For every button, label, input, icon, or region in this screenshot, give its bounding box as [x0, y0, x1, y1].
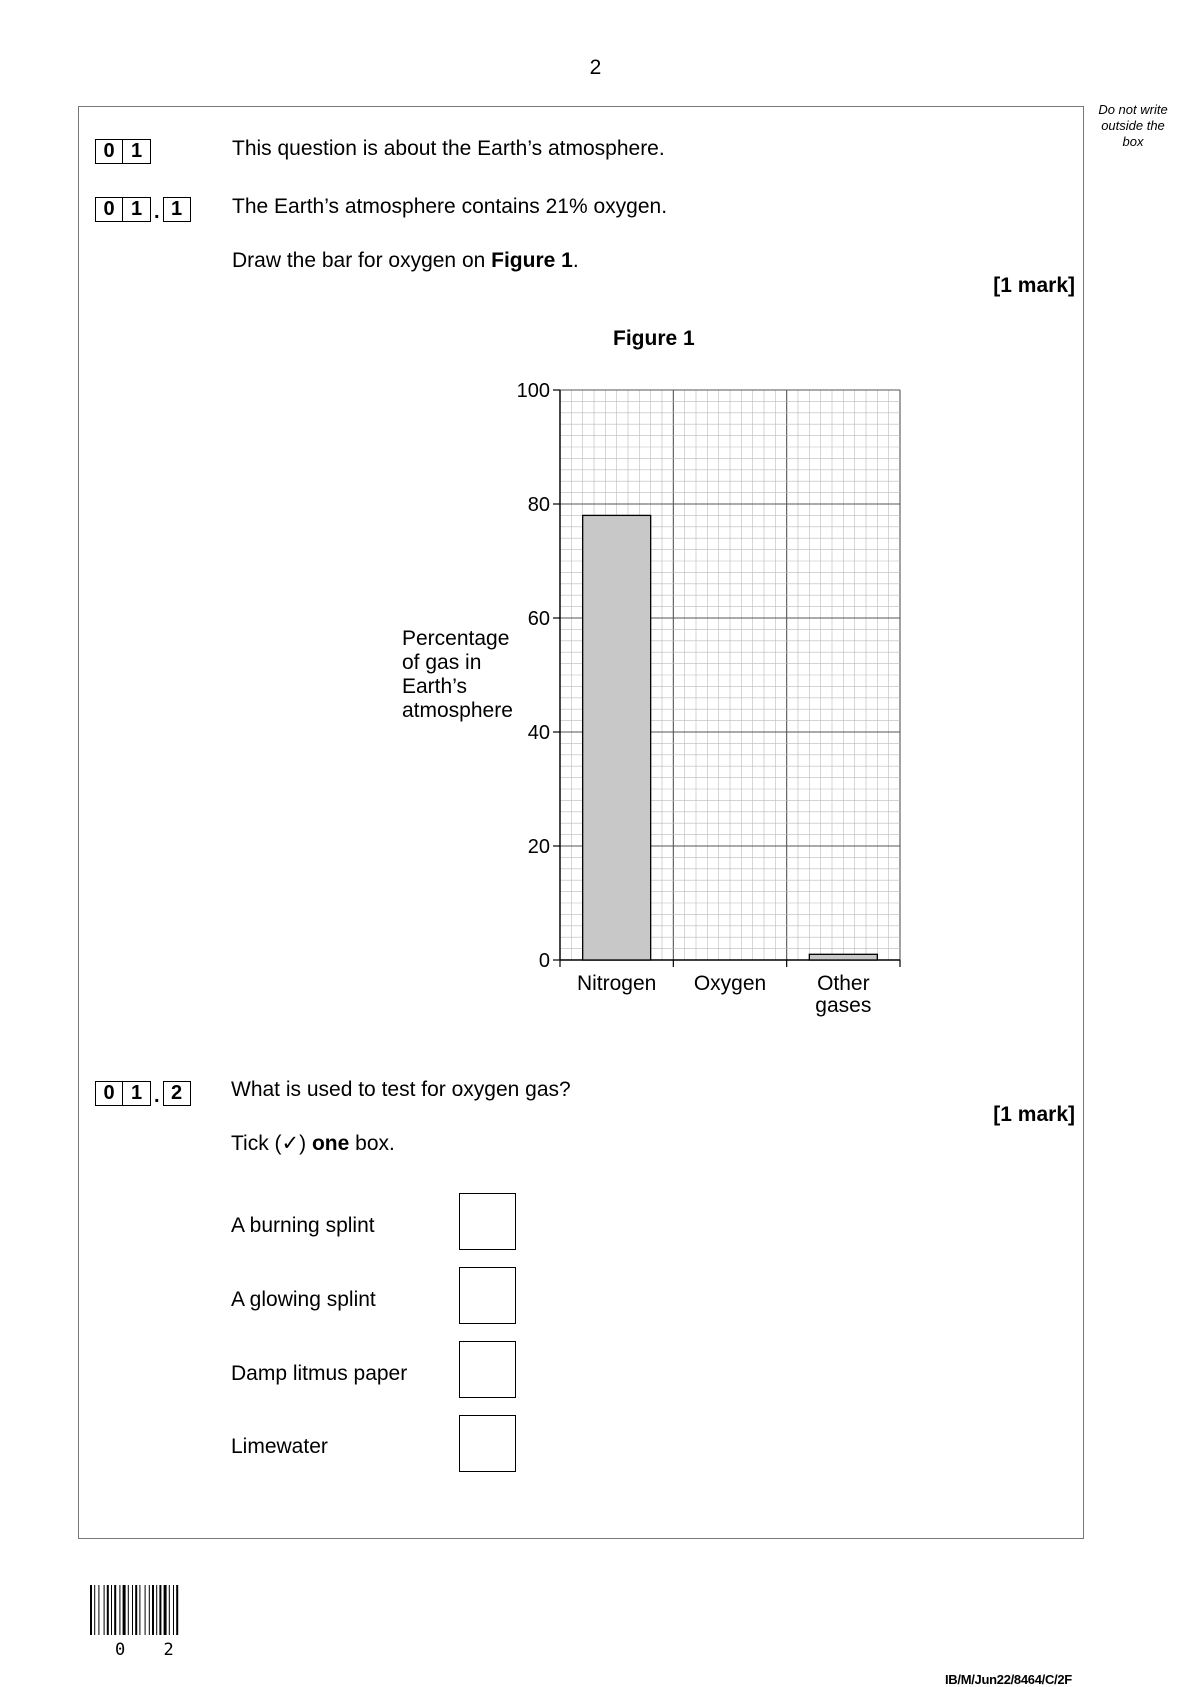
- tick-instruction-bold: one: [311, 1132, 350, 1155]
- qnum-digit: 2: [163, 1081, 191, 1106]
- y-axis-label-line: of gas in: [402, 651, 482, 674]
- barcode-bar: [152, 1585, 154, 1635]
- instruction-end: .: [572, 249, 579, 272]
- y-tick-label: 40: [527, 722, 550, 744]
- option-label: Limewater: [231, 1435, 328, 1458]
- question-01-1-text: The Earth’s atmosphere contains 21% oxygen.: [232, 195, 668, 218]
- barcode-bar: [119, 1585, 120, 1635]
- barcode-bar: [114, 1585, 116, 1635]
- y-tick-label: 20: [527, 836, 550, 858]
- margin-note: Do not write outside the box: [1098, 102, 1168, 149]
- question-01-2-text: What is used to test for oxygen gas?: [231, 1078, 571, 1101]
- barcode-bar: [104, 1585, 105, 1635]
- y-axis-label-line: Earth’s: [402, 675, 467, 698]
- x-category-label: Nitrogen: [576, 972, 657, 995]
- barcode-bar: [132, 1585, 133, 1635]
- barcode-bar: [128, 1585, 129, 1635]
- page-number: 2: [589, 56, 602, 79]
- y-tick-label: 100: [516, 380, 550, 402]
- instruction-figure-ref: Figure 1: [491, 249, 573, 272]
- option-label: A glowing splint: [231, 1288, 376, 1311]
- barcode-bar: [159, 1585, 161, 1635]
- question-number-01-2: [95, 1077, 191, 1106]
- question-01-text: This question is about the Earth’s atmosphere.: [232, 137, 665, 160]
- barcode-number: 0 2: [115, 1640, 188, 1660]
- qnum-dot: .: [154, 201, 160, 223]
- tick-instruction: [231, 1131, 395, 1157]
- barcode-bar: [135, 1585, 137, 1635]
- barcode-bar: [164, 1585, 167, 1635]
- qnum-digit: 0: [95, 197, 123, 222]
- option-label: Damp litmus paper: [231, 1362, 408, 1385]
- option-tick-box[interactable]: [459, 1193, 516, 1250]
- bar: [583, 515, 651, 960]
- y-tick-label: 60: [527, 608, 550, 630]
- y-axis-label-line: atmosphere: [402, 699, 513, 722]
- barcode-bar: [156, 1585, 157, 1635]
- barcode-bar: [145, 1585, 146, 1635]
- question-number-01: [95, 135, 151, 164]
- tick-instruction-text: Tick (✓): [231, 1132, 312, 1155]
- barcode-bar: [90, 1585, 92, 1635]
- qnum-digit: 0: [95, 139, 123, 164]
- barcode-bar: [169, 1585, 170, 1635]
- barcode-bar: [123, 1585, 126, 1635]
- footer-code: IB/M/Jun22/8464/C/2F: [945, 1672, 1072, 1687]
- qnum-dot: .: [154, 1085, 160, 1107]
- option-label: A burning splint: [231, 1214, 375, 1237]
- option-tick-box[interactable]: [459, 1267, 516, 1324]
- y-axis-label-line: Percentage: [402, 627, 510, 650]
- barcode: [90, 1585, 200, 1637]
- qnum-digit: 1: [123, 139, 151, 164]
- y-tick-label: 0: [538, 950, 550, 972]
- barcode-bar: [98, 1585, 99, 1635]
- barcode-bar: [149, 1585, 150, 1635]
- barcode-bar: [173, 1585, 174, 1635]
- instruction-text: Draw the bar for oxygen on: [232, 249, 492, 272]
- option-tick-box[interactable]: [459, 1341, 516, 1398]
- barcode-bar: [139, 1585, 140, 1635]
- x-category-label: gases: [815, 994, 872, 1017]
- question-01-1-instruction: [232, 248, 579, 274]
- barcode-bar: [111, 1585, 112, 1635]
- marks-01-2: [1 mark]: [993, 1103, 1075, 1126]
- barcode-bar: [107, 1585, 109, 1635]
- x-category-label: Other: [817, 972, 870, 995]
- tick-instruction-end: box.: [349, 1132, 395, 1155]
- x-category-label: Oxygen: [693, 972, 767, 995]
- option-tick-box[interactable]: [459, 1415, 516, 1472]
- figure-title: Figure 1: [613, 327, 695, 350]
- question-number-01-1: [95, 193, 191, 222]
- chart-labels: [517, 380, 872, 1017]
- y-axis-label: [402, 627, 513, 723]
- barcode-bar: [176, 1585, 178, 1635]
- qnum-digit: 1: [163, 197, 191, 222]
- qnum-digit: 0: [95, 1081, 123, 1106]
- qnum-digit: 1: [123, 1081, 151, 1106]
- y-tick-label: 80: [527, 494, 550, 516]
- marks-01-1: [1 mark]: [993, 274, 1075, 297]
- barcode-bar: [94, 1585, 95, 1635]
- bar: [809, 954, 877, 960]
- qnum-digit: 1: [123, 197, 151, 222]
